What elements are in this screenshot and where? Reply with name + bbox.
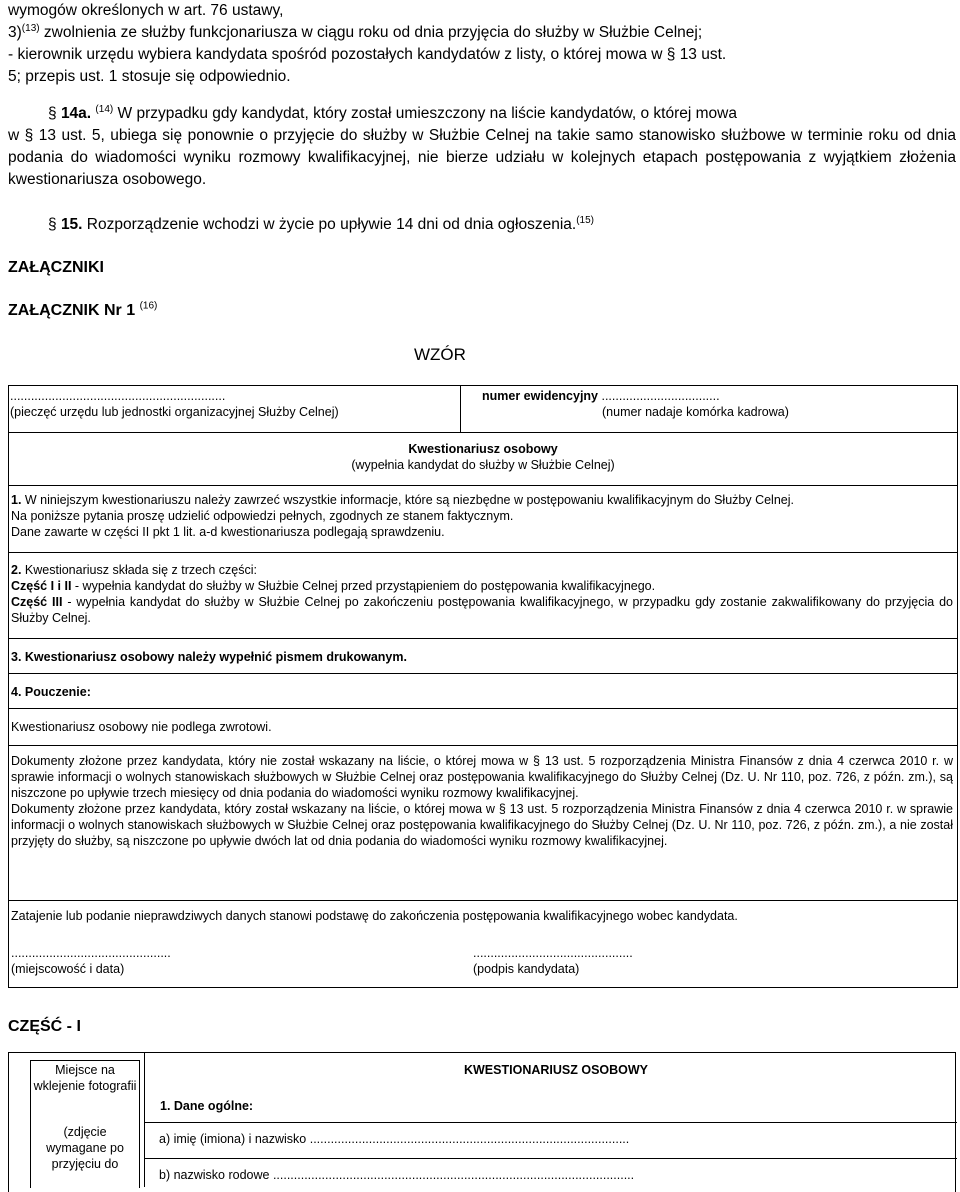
divider <box>8 638 958 639</box>
divider <box>8 900 958 901</box>
divider <box>145 1158 957 1159</box>
photo-instructions <box>30 1062 140 1172</box>
divider <box>8 552 958 553</box>
photo-text: wklejenie fotografii <box>33 1079 137 1093</box>
form-subtitle: (wypełnia kandydat do służby w Służbie Celnej) <box>351 458 615 472</box>
attachment-title: ZAŁĄCZNIK Nr 1 <box>8 302 136 319</box>
text-line: wymogów określonych w art. 76 ustawy, <box>8 2 284 19</box>
footnote-ref: (13) <box>21 22 40 34</box>
divider <box>8 485 958 486</box>
signature-label: (podpis kandydata) <box>473 962 580 976</box>
part-label: Część I i II <box>11 579 72 593</box>
attachments-heading: ZAŁĄCZNIKI <box>8 259 104 276</box>
template-label: WZÓR <box>414 345 466 364</box>
box-border-left <box>8 385 9 988</box>
paragraph-15 <box>48 214 948 236</box>
instructions-section-1 <box>11 492 955 540</box>
field-full-name[interactable]: a) imię (imiona) i nazwisko ............................................................................................ <box>159 1132 630 1146</box>
footnote-ref: (16) <box>139 300 158 312</box>
divider <box>8 673 958 674</box>
instruction-line: - wypełnia kandydat do służby w Służbie Celnej po zakończeniu postępowania kwalifikacyjnego, w przypadku gdy zostanie zakwalifikowany do przyjęcia do Służby Celnej. <box>11 595 954 625</box>
part-label: Część III <box>11 595 63 609</box>
section-sign: § <box>48 216 57 233</box>
record-number-block <box>482 388 952 420</box>
instructions-section-4: 4. Pouczenie: <box>11 685 91 699</box>
paragraph-number: 15. <box>60 216 83 233</box>
notice-paragraph: Dokumenty złożone przez kandydata, który został wskazany na liście, o której mowa w § 13 ust. 5 rozporządzenia Ministra Finansów z dnia 4 czerwca 2010 r. w sprawie informacji o wolnych stanowiskach służbowych w Służbie Celnej oraz postępowania kwalifikacyjnego do Służby Celnej (Dz. U. Nr 110, poz. 726, z późn. zm.), a nie został przyjęty do służby, są niszczone po upływie dwóch lat od dnia podania do wiadomości wyniku rozmowy kwalifikacyjnej. <box>11 802 953 848</box>
stamp-label: (pieczęć urzędu lub jednostki organizacyjnej Służby Celnej) <box>10 405 339 419</box>
notice-documents <box>11 753 953 849</box>
stamp-block <box>10 388 450 420</box>
text-line: - kierownik urzędu wybiera kandydata spośród pozostałych kandydatów z listy, o której mowa w § 13 ust. <box>8 46 727 63</box>
questionnaire-title: KWESTIONARIUSZ OSOBOWY <box>463 1063 649 1077</box>
item-text: zwolnienia ze służby funkcjonariusza w ciągu roku od dnia przyjęcia do służby w Służbie Celnej; <box>39 24 703 41</box>
photo-text: przyjęciu do <box>51 1157 119 1171</box>
signature-dots: .............................................. <box>473 946 633 960</box>
instruction-line: Dane zawarte w części II pkt 1 lit. a-d kwestionariusza podlegają sprawdzeniu. <box>11 525 445 539</box>
section-sign: § <box>48 105 57 122</box>
instruction-line: - wypełnia kandydat do służby w Służbie Celnej przed przystąpieniem do postępowania kwalifikacyjnego. <box>71 579 656 593</box>
part-1-heading: CZĘŚĆ - I <box>8 1018 81 1035</box>
place-date-field <box>11 945 311 977</box>
record-number-note: (numer nadaje komórka kadrowa) <box>602 405 789 419</box>
place-date-label: (miejscowość i data) <box>11 962 125 976</box>
form-title: Kwestionariusz osobowy <box>408 442 558 456</box>
instructions-section-3: 3. Kwestionariusz osobowy należy wypełnić pismem drukowanym. <box>11 650 407 664</box>
item-3 <box>8 22 958 44</box>
footnote-ref: (15) <box>576 214 595 226</box>
header-divider <box>460 385 461 432</box>
section-number: 2. <box>11 563 22 577</box>
footnote-ref: (14) <box>95 103 114 115</box>
notice-no-return: Kwestionariusz osobowy nie podlega zwrotowi. <box>11 720 272 734</box>
divider <box>8 708 958 709</box>
paragraph-text: W przypadku gdy kandydat, który został umieszczony na liście kandydatów, o której mowa <box>113 105 737 122</box>
field-family-name[interactable]: b) nazwisko rodowe ........................................................................................................ <box>159 1168 635 1182</box>
instruction-line: W niniejszym kwestionariuszu należy zawrzeć wszystkie informacje, które są niezbędne w postępowaniu kwalifikacyjnym do Służby Celnej. <box>21 493 794 507</box>
instructions-section-2 <box>11 562 953 626</box>
divider <box>8 385 958 386</box>
divider <box>145 1122 957 1123</box>
photo-text: Miejsce na <box>55 1063 115 1077</box>
paragraph-14a <box>8 103 956 191</box>
photo-text: wymagane po <box>46 1141 124 1155</box>
section-number: 1. <box>11 493 22 507</box>
instruction-line: Kwestionariusz składa się z trzech części: <box>21 563 257 577</box>
attachment-1-heading <box>8 302 157 320</box>
place-date-dots: .............................................. <box>11 946 171 960</box>
paragraph-number: 14a. <box>60 105 92 122</box>
form-title-block <box>8 441 958 473</box>
photo-text: (zdjęcie <box>63 1125 107 1139</box>
general-data-heading: 1. Dane ogólne: <box>160 1099 254 1113</box>
box-border-right <box>957 385 958 988</box>
record-number-dots: .................................. <box>598 389 720 403</box>
signature-field <box>473 945 773 977</box>
divider <box>8 987 958 988</box>
stamp-dots: .............................................................. <box>10 389 226 403</box>
paragraph-text: Rozporządzenie wchodzi w życie po upływie 14 dni od dnia ogłoszenia. <box>82 216 577 233</box>
text-line: 5; przepis ust. 1 stosuje się odpowiednio. <box>8 68 291 85</box>
divider <box>8 432 958 433</box>
notice-false-data: Zatajenie lub podanie nieprawdziwych danych stanowi podstawę do zakończenia postępowania kwalifikacyjnego wobec kandydata. <box>11 909 738 923</box>
record-number-label: numer ewidencyjny <box>482 389 599 403</box>
notice-paragraph: Dokumenty złożone przez kandydata, który nie został wskazany na liście, o której mowa w § 13 ust. 5 rozporządzenia Ministra Finansów z dnia 4 czerwca 2010 r. w sprawie informacji o wolnych stanowiskach służbowych w Służbie Celnej oraz postępowania kwalifikacyjnego do Służby Celnej (Dz. U. Nr 110, poz. 726, z późn. zm.), są niszczone po upływie trzech miesięcy od dnia podania do wiadomości wyniku rozmowy kwalifikacyjnej. <box>11 754 953 800</box>
paragraph-text: w § 13 ust. 5, ubiega się ponownie o przyjęcie do służby w Służbie Celnej na takie samo stanowisko służbowe w terminie roku od dnia podania do wiadomości wyniku rozmowy kwalifikacyjnej, nie bierze udziału w kolejnych etapach postępowania z wyjątkiem złożenia kwestionariusza osobowego. <box>8 127 956 188</box>
instruction-line: Na poniższe pytania proszę udzielić odpowiedzi pełnych, zgodnych ze stanem faktycznym. <box>11 509 514 523</box>
divider <box>8 745 958 746</box>
item-number: 3) <box>8 24 22 41</box>
continuation-text <box>8 0 958 88</box>
